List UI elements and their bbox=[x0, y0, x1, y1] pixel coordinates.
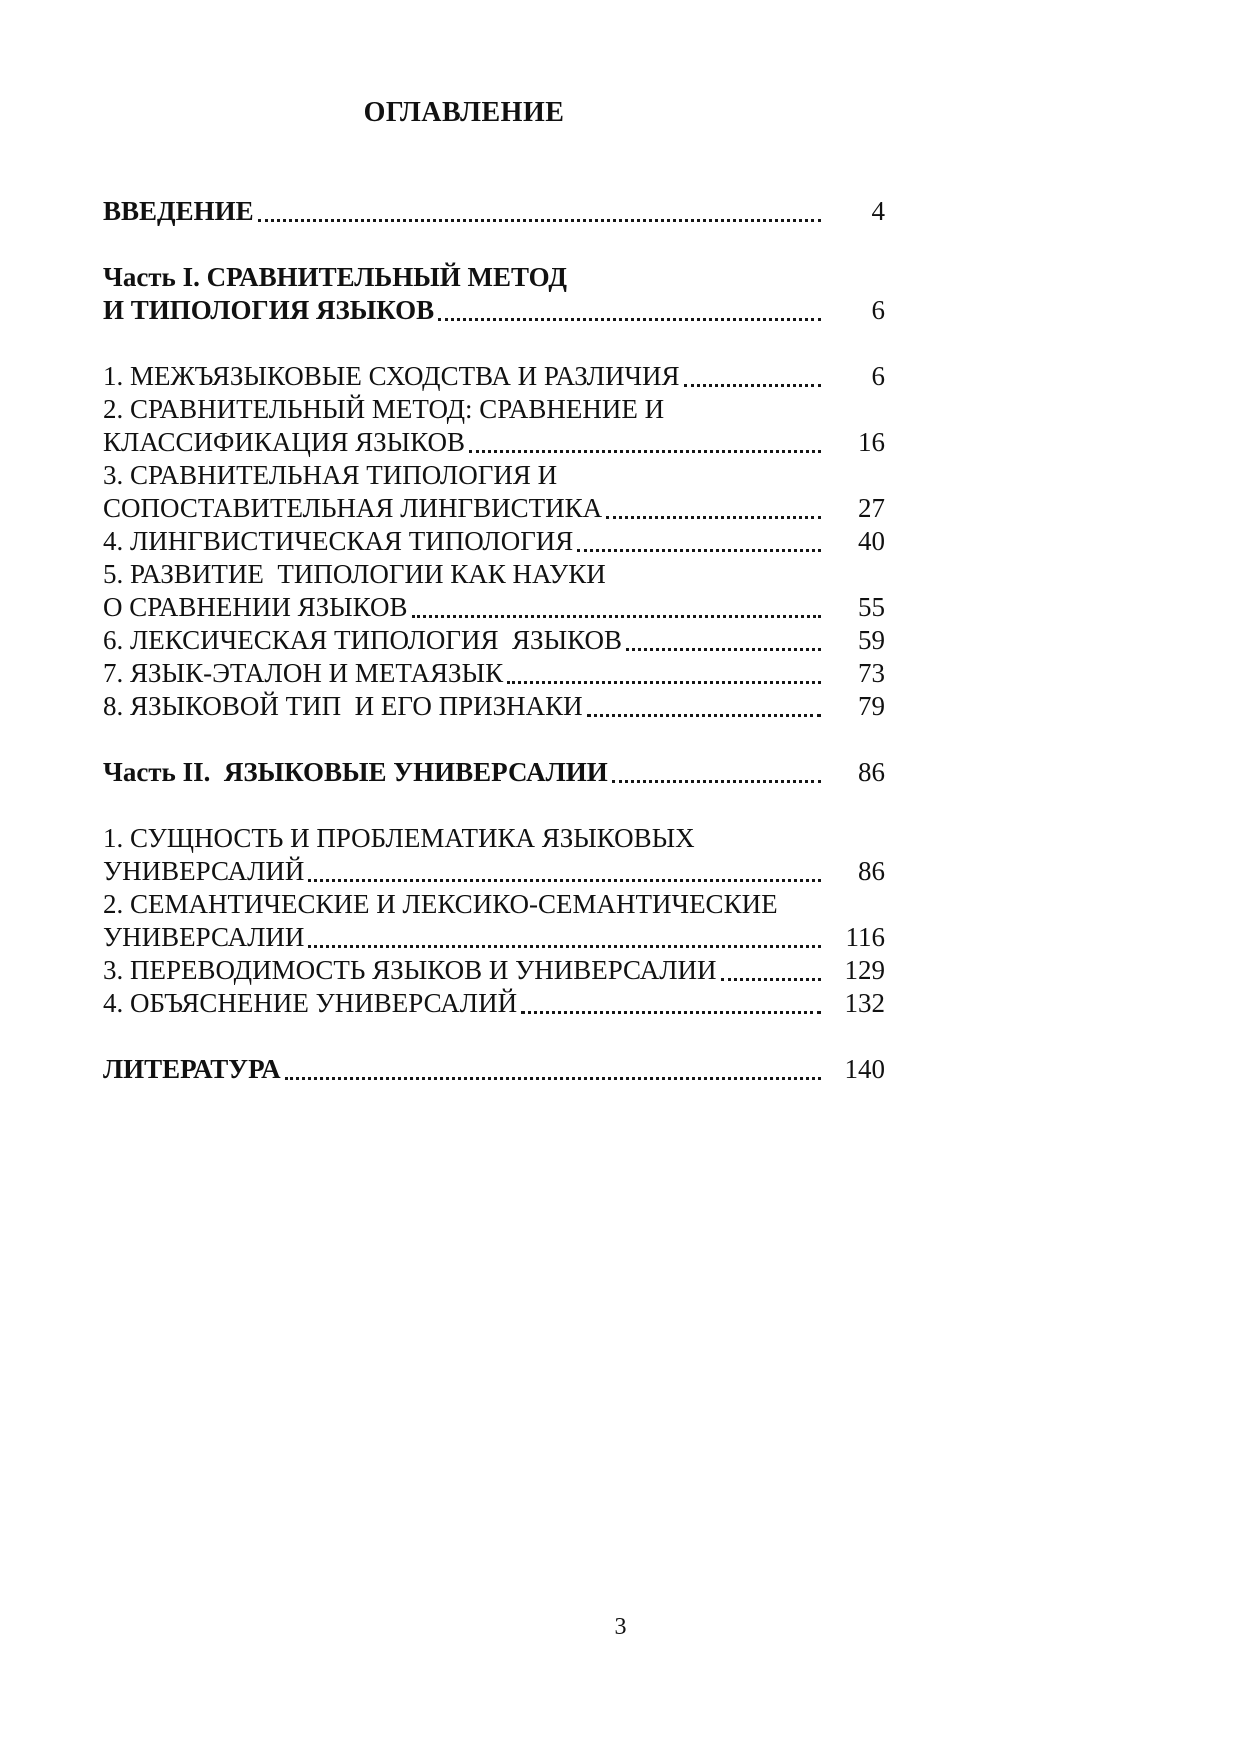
toc-line-text: СОПОСТАВИТЕЛЬНАЯ ЛИНГВИСТИКА bbox=[103, 493, 603, 523]
toc-line bbox=[103, 591, 885, 624]
toc-line bbox=[103, 558, 885, 591]
toc-page-number: 16 bbox=[858, 427, 885, 457]
toc-page-number: 6 bbox=[871, 295, 885, 325]
toc-line bbox=[103, 690, 885, 723]
toc-line bbox=[103, 954, 885, 987]
toc-page-number: 86 bbox=[858, 856, 885, 886]
dot-leader bbox=[606, 492, 821, 519]
dot-leader bbox=[577, 525, 821, 552]
dot-leader bbox=[308, 855, 821, 882]
toc-line bbox=[103, 822, 885, 855]
toc-line bbox=[103, 921, 885, 954]
toc-line bbox=[103, 492, 885, 525]
toc-line bbox=[103, 195, 885, 228]
toc-line bbox=[103, 855, 885, 888]
toc-page-number: 129 bbox=[844, 955, 885, 985]
toc-line-text: 2. СЕМАНТИЧЕСКИЕ И ЛЕКСИКО-СЕМАНТИЧЕСКИЕ bbox=[103, 889, 778, 919]
toc-line-text: Часть I. СРАВНИТЕЛЬНЫЙ МЕТОД bbox=[103, 262, 567, 292]
toc-line-text: 4. ЛИНГВИСТИЧЕСКАЯ ТИПОЛОГИЯ bbox=[103, 526, 574, 556]
dot-leader bbox=[626, 624, 821, 651]
toc-page-number: 6 bbox=[871, 361, 885, 391]
toc-page-number: 86 bbox=[858, 757, 885, 787]
toc-line bbox=[103, 624, 885, 657]
dot-leader bbox=[308, 921, 821, 948]
toc-page-number: 27 bbox=[858, 493, 885, 523]
toc-line-text: КЛАССИФИКАЦИЯ ЯЗЫКОВ bbox=[103, 427, 466, 457]
dot-leader bbox=[521, 987, 821, 1014]
toc-line bbox=[103, 393, 885, 426]
toc-page-number: 116 bbox=[845, 922, 885, 952]
toc-line-text: И ТИПОЛОГИЯ ЯЗЫКОВ bbox=[103, 295, 435, 325]
toc-page-number: 140 bbox=[844, 1054, 885, 1084]
toc-line-text: ВВЕДЕНИЕ bbox=[103, 196, 254, 226]
toc-page-number: 132 bbox=[844, 988, 885, 1018]
toc-line-text: 1. СУЩНОСТЬ И ПРОБЛЕМАТИКА ЯЗЫКОВЫХ bbox=[103, 823, 695, 853]
toc-line bbox=[103, 987, 885, 1020]
toc-line bbox=[103, 459, 885, 492]
dot-leader bbox=[587, 690, 821, 717]
dot-leader bbox=[412, 591, 822, 618]
toc-line-text: УНИВЕРСАЛИИ bbox=[103, 922, 305, 952]
toc-line bbox=[103, 888, 885, 921]
dot-leader bbox=[684, 360, 822, 387]
toc-line-text: 5. РАЗВИТИЕ ТИПОЛОГИИ КАК НАУКИ bbox=[103, 559, 606, 589]
toc-line bbox=[103, 294, 885, 327]
dot-leader bbox=[507, 657, 821, 684]
toc-line-text: 2. СРАВНИТЕЛЬНЫЙ МЕТОД: СРАВНЕНИЕ И bbox=[103, 394, 665, 424]
toc-line bbox=[103, 657, 885, 690]
toc-line bbox=[103, 261, 885, 294]
toc-line-text: УНИВЕРСАЛИЙ bbox=[103, 856, 305, 886]
toc-line-text: 6. ЛЕКСИЧЕСКАЯ ТИПОЛОГИЯ ЯЗЫКОВ bbox=[103, 625, 622, 655]
toc-line-text: 3. ПЕРЕВОДИМОСТЬ ЯЗЫКОВ И УНИВЕРСАЛИИ bbox=[103, 955, 717, 985]
dot-leader bbox=[469, 426, 821, 453]
toc-line bbox=[103, 360, 885, 393]
toc-page-number: 73 bbox=[858, 658, 885, 688]
toc-page-number: 55 bbox=[858, 592, 885, 622]
toc-page-number: 59 bbox=[858, 625, 885, 655]
dot-leader bbox=[258, 195, 821, 222]
toc-line-text: Часть II. ЯЗЫКОВЫЕ УНИВЕРСАЛИИ bbox=[103, 757, 608, 787]
toc-line bbox=[103, 756, 885, 789]
toc-line bbox=[103, 525, 885, 558]
toc-line-text: 1. МЕЖЪЯЗЫКОВЫЕ СХОДСТВА И РАЗЛИЧИЯ bbox=[103, 361, 680, 391]
toc-page-number: 79 bbox=[858, 691, 885, 721]
toc-line-text: 7. ЯЗЫК-ЭТАЛОН И МЕТАЯЗЫК bbox=[103, 658, 504, 688]
toc-content bbox=[103, 96, 885, 1086]
toc-line bbox=[103, 426, 885, 459]
dot-leader bbox=[721, 954, 821, 981]
toc-page-number: 40 bbox=[858, 526, 885, 556]
dot-leader bbox=[612, 756, 821, 783]
toc-page-number: 4 bbox=[871, 196, 885, 226]
toc-line-text: 3. СРАВНИТЕЛЬНАЯ ТИПОЛОГИЯ И bbox=[103, 460, 558, 490]
toc-line bbox=[103, 1053, 885, 1086]
dot-leader bbox=[438, 294, 821, 321]
page-number-folio: 3 bbox=[614, 1614, 627, 1640]
dot-leader bbox=[285, 1053, 821, 1080]
toc-line-text: О СРАВНЕНИИ ЯЗЫКОВ bbox=[103, 592, 408, 622]
table-of-contents bbox=[103, 195, 885, 1086]
toc-line-text: 4. ОБЪЯСНЕНИЕ УНИВЕРСАЛИЙ bbox=[103, 988, 518, 1018]
toc-line-text: 8. ЯЗЫКОВОЙ ТИП И ЕГО ПРИЗНАКИ bbox=[103, 691, 583, 721]
page-title: ОГЛАВЛЕНИЕ bbox=[363, 97, 565, 128]
toc-line-text: ЛИТЕРАТУРА bbox=[103, 1054, 281, 1084]
